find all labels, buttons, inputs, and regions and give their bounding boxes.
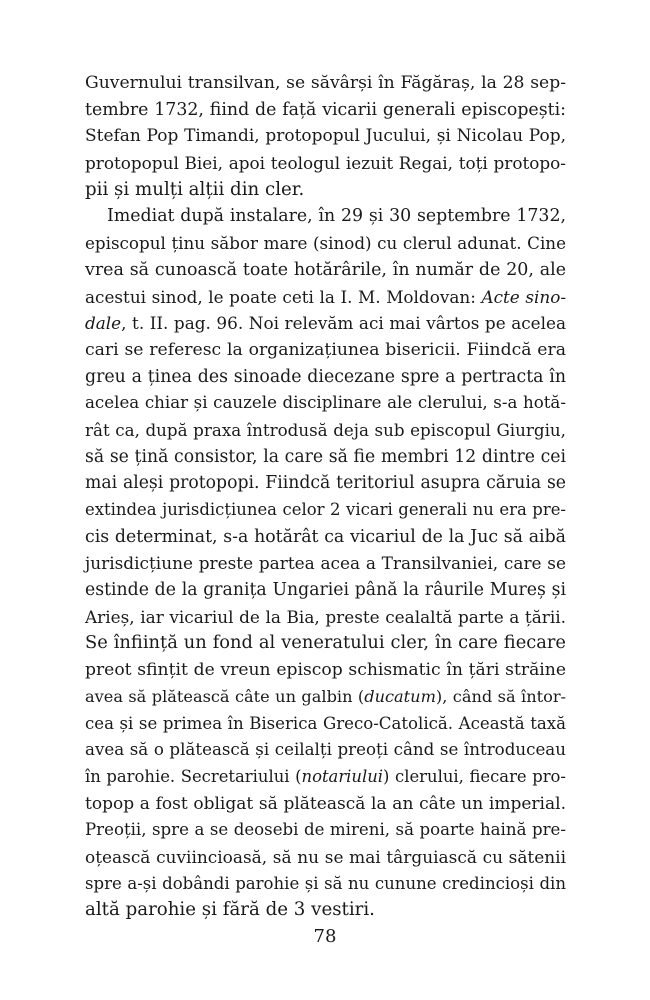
text-line xyxy=(85,203,566,230)
text-line xyxy=(85,524,566,551)
text-segment: acelea chiar și cauzele disciplinare ale clerului, s-a hotă- xyxy=(85,393,566,413)
text-line xyxy=(85,871,566,898)
text-segment: pii și mulți alții din cler. xyxy=(85,178,305,200)
text-segment: ) clerului, fiecare pro- xyxy=(383,766,566,786)
text-segment: Guvernului transilvan, se săvârși în Făgăraș, la 28 sep- xyxy=(85,73,566,93)
text-segment: cari se referesc la organizațiunea bisericii. Fiindcă era xyxy=(85,339,566,360)
text-segment: rât ca, după praxa întrodusă deja sub episcopul Giurgiu, xyxy=(85,419,566,440)
text-segment: cis determinat, s-a hotărât ca vicariul de la Juc să aibă xyxy=(85,526,566,547)
text-line xyxy=(85,630,566,657)
italic-text: ducatum xyxy=(364,686,436,706)
text-segment: protopopul Biei, apoi teologul iezuit Regai, toți protopo- xyxy=(85,153,566,174)
text-line xyxy=(85,817,566,844)
text-segment: preot sfințit de vreun episcop schismatic în țări străine xyxy=(85,660,566,681)
text-line xyxy=(85,604,566,631)
text-line xyxy=(85,417,566,444)
text-segment: avea să o plătească și ceilalți preoți când se întroduceau xyxy=(85,740,566,760)
text-segment: episcopul ținu săbor mare (sinod) cu clerul adunat. Cine xyxy=(85,233,566,254)
text-line xyxy=(85,123,566,150)
text-segment: greu a ținea des sinoade diecezane spre a pertracta în xyxy=(85,366,566,387)
text-segment: spre a-și dobândi parohie și să nu cunune credincioși din xyxy=(85,873,566,893)
text-line xyxy=(85,390,566,417)
text-segment: Se înființă un fond al veneratului cler, în care fiecare xyxy=(85,632,566,654)
italic-text: Acte sino- xyxy=(481,286,567,307)
text-segment: altă parohie și fără de 3 vestiri. xyxy=(85,899,375,921)
text-segment: oțească cuviincioasă, să nu se mai târguiască cu sătenii xyxy=(85,846,566,867)
body-text xyxy=(85,70,566,924)
text-line xyxy=(85,70,566,97)
text-line xyxy=(85,657,566,684)
text-line xyxy=(85,897,566,924)
text-line xyxy=(85,737,566,764)
text-segment: avea să plătească câte un galbin ( xyxy=(85,686,365,706)
text-segment: ), când să întor- xyxy=(435,686,566,706)
text-segment: jurisdicțiune preste partea acea a Transilvaniei, care se xyxy=(85,553,566,574)
text-line xyxy=(85,684,566,711)
text-segment: topop a fost obligat să plătească la an câte un imperial. xyxy=(85,793,566,814)
text-line xyxy=(85,284,566,311)
text-line xyxy=(85,577,566,604)
text-line xyxy=(85,310,566,337)
text-segment: Imediat după instalare, în 29 și 30 septembre 1732, xyxy=(107,206,566,227)
text-line xyxy=(85,230,566,257)
text-segment: mai aleși protopopi. Fiindcă teritoriul asupra căruia se xyxy=(85,473,566,494)
text-line xyxy=(85,177,566,204)
text-segment: Preoții, spre a se deosebi de mireni, să poarte haină pre- xyxy=(85,820,566,840)
text-line xyxy=(85,257,566,284)
text-line xyxy=(85,97,566,124)
text-segment: , t. II. pag. 96. Noi relevăm aci mai vârtos pe acelea xyxy=(121,313,566,334)
text-segment: cea și se primea în Biserica Greco-Catolică. Această taxă xyxy=(85,713,566,733)
text-segment: în parohie. Secretariului ( xyxy=(85,766,302,786)
page-number: 78 xyxy=(313,926,337,947)
text-line xyxy=(85,364,566,391)
text-line xyxy=(85,844,566,871)
text-line xyxy=(85,711,566,738)
text-line xyxy=(85,470,566,497)
text-line xyxy=(85,791,566,818)
text-segment: extindea jurisdicțiunea celor 2 vicari generali nu era pre- xyxy=(85,500,566,519)
text-segment: Arieș, iar vicariul de la Bia, preste cealaltă parte a țării. xyxy=(85,606,566,627)
text-segment: estinde de la granița Ungariei până la râurile Mureș și xyxy=(85,580,566,601)
text-segment: Stefan Pop Timandi, protopopul Jucului, și Nicolau Pop, xyxy=(85,126,566,147)
italic-text: dale xyxy=(85,313,122,334)
text-segment: să se țină consistor, la care să fie membri 12 dintre cei xyxy=(85,446,566,467)
text-segment: vrea să cunoască toate hotărârile, în număr de 20, ale xyxy=(85,259,566,280)
text-line xyxy=(85,764,566,791)
text-segment: tembre 1732, fiind de față vicarii generali episcopești: xyxy=(85,99,566,120)
text-segment: acestui sinod, le poate ceti la I. M. Moldovan: xyxy=(85,286,482,307)
text-line xyxy=(85,497,566,524)
text-line xyxy=(85,550,566,577)
text-line xyxy=(85,337,566,364)
italic-text: notariului xyxy=(301,766,384,786)
text-line xyxy=(85,150,566,177)
text-line xyxy=(85,444,566,471)
